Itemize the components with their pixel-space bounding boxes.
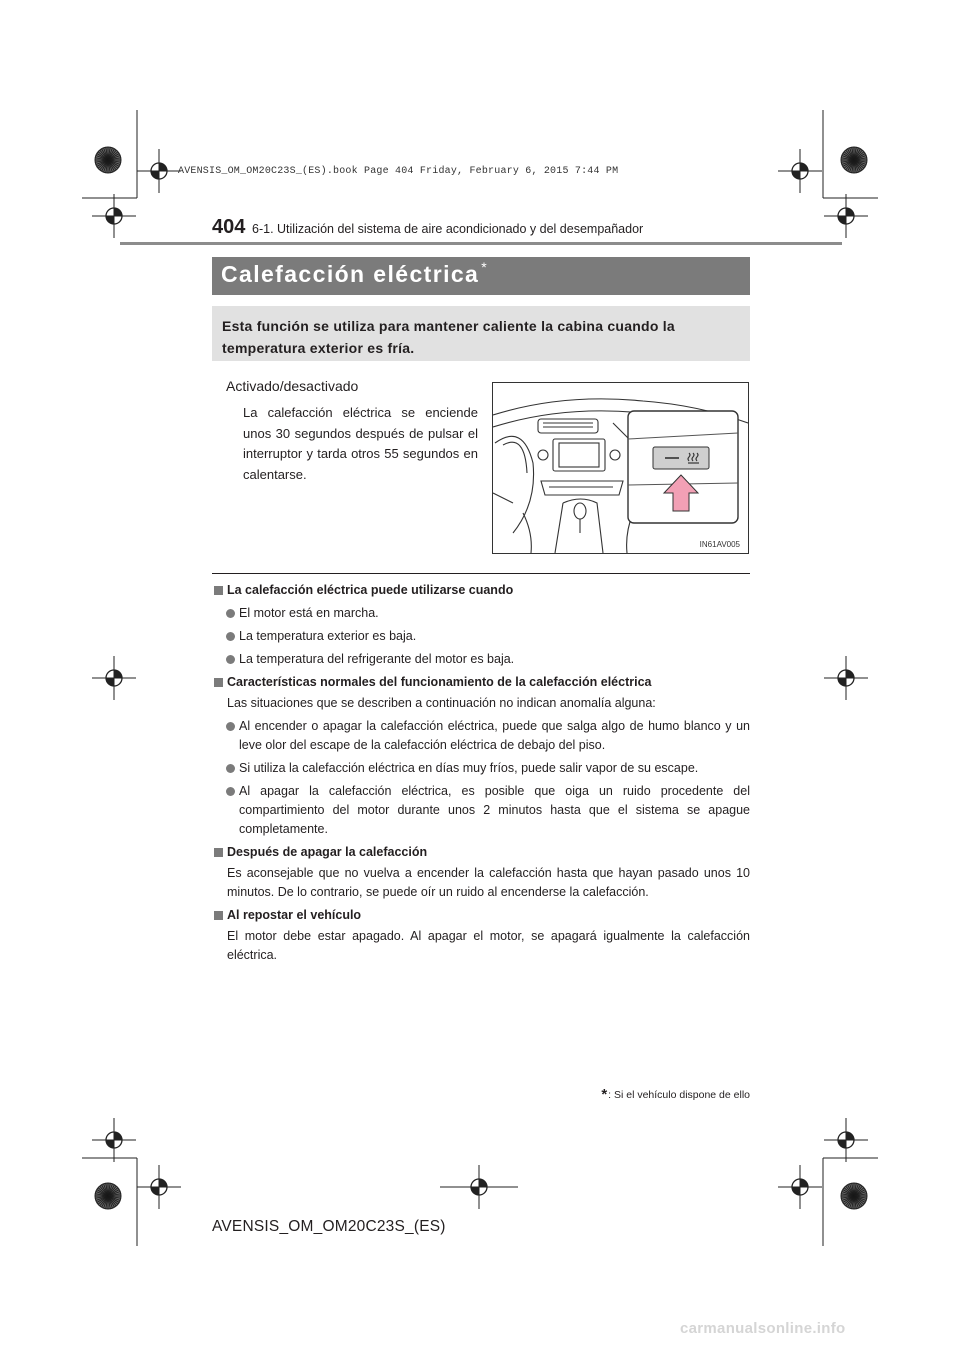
intro-text: Esta función se utiliza para mantener caliente la cabina cuando la temperatura exterior es fría. [222,318,675,356]
title-bar [212,257,750,295]
header-rule [120,242,842,245]
footnote-text: : Si el vehículo dispone de ello [608,1089,750,1101]
section-divider [212,573,750,574]
note-heading: Después de apagar la calefacción [212,843,750,862]
note-bullet: La temperatura del refrigerante del motor es baja. [212,650,750,669]
note-heading: La calefacción eléctrica puede utilizarse cuando [212,581,750,600]
page-title [221,261,488,288]
note-text: Las situaciones que se describen a continuación no indican anomalía alguna: [227,696,656,710]
notes [212,581,750,965]
note-bullet: Al apagar la calefacción eléctrica, es posible que oiga un ruido procedente del compartimiento del motor durante unos 2 minutos hasta que el sistema se apague completamente. [212,782,750,839]
page-title-text: Calefacción eléctrica [221,261,480,287]
watermark: carmanualsonline.info [680,1320,846,1337]
optional-marker: * [481,259,489,275]
note-text: El motor debe estar apagado. Al apagar el motor, se apagará igualmente la calefacción eléctrica. [227,929,750,962]
document-id: AVENSIS_OM_OM20C23S_(ES) [212,1218,446,1235]
dashboard-drawing [493,383,748,553]
operation-body: La calefacción eléctrica se enciende unos 30 segundos después de pulsar el interruptor y tarda otros 55 segundos en calentarse. [243,405,478,482]
operation-heading: Activado/desactivado [226,378,359,394]
starburst-icon [95,1183,121,1209]
starburst-icon [841,147,867,173]
footnote-marker: * [601,1086,608,1103]
figure-code: IN61AV005 [699,540,740,549]
note-bullet: La temperatura exterior es baja. [212,627,750,646]
starburst-icon [95,147,121,173]
dashboard-illustration [492,382,749,554]
note-heading: Al repostar el vehículo [212,906,750,925]
section-title: 6-1. Utilización del sistema de aire acondicionado y del desempañador [252,222,644,236]
starburst-icon [841,1183,867,1209]
note-heading: Características normales del funcionamiento de la calefacción eléctrica [212,673,750,692]
note-text: Es aconsejable que no vuelva a encender la calefacción hasta que hayan pasado unos 10 minutos. De lo contrario, se puede oír un ruido al encenderse la calefacción. [227,866,750,899]
print-header: AVENSIS_OM_OM20C23S_(ES).book Page 404 Friday, February 6, 2015 7:44 PM [178,166,619,177]
intro-box [212,306,750,361]
note-bullet: Si utiliza la calefacción eléctrica en días muy fríos, puede salir vapor de su escape. [212,759,750,778]
page-number: 404 [212,216,246,238]
note-bullet: Al encender o apagar la calefacción eléctrica, puede que salga algo de humo blanco y un leve olor del escape de la calefacción eléctrica de debajo del piso. [212,717,750,755]
note-bullet: El motor está en marcha. [212,604,750,623]
footnote [500,1086,750,1103]
